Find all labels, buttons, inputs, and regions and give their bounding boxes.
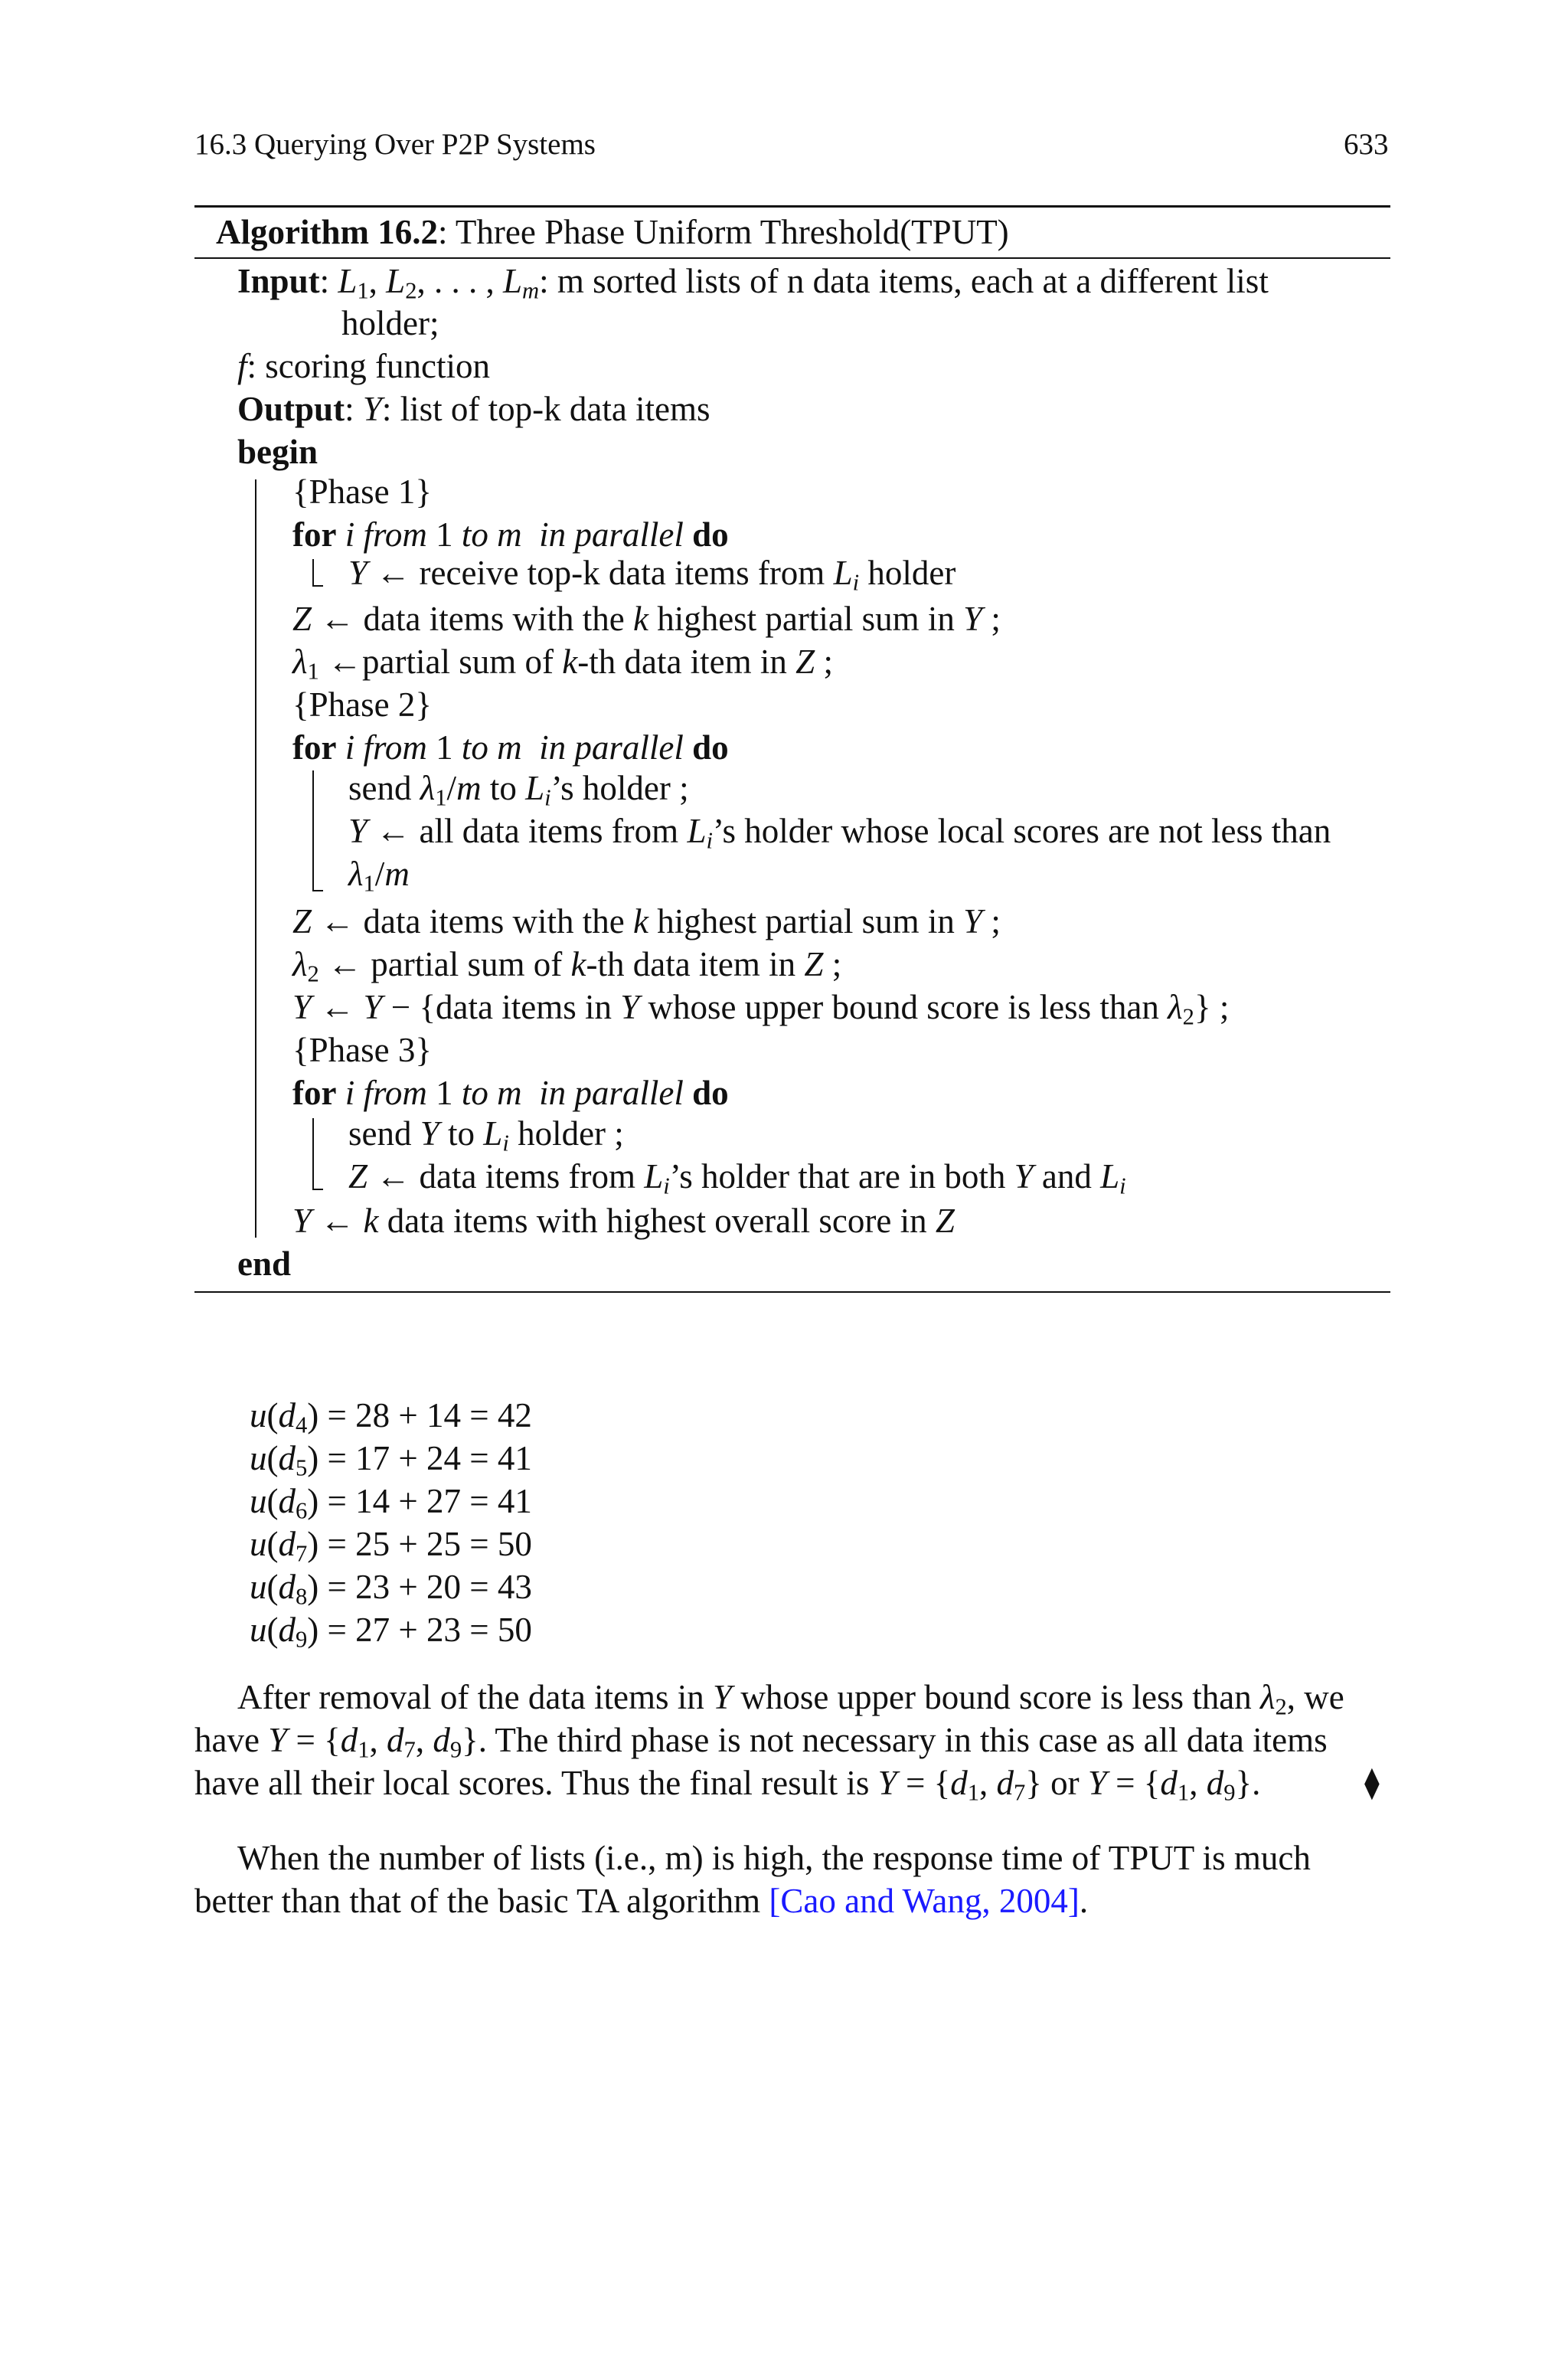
phase1-loop-tick	[312, 585, 323, 587]
algorithm-title: : Three Phase Uniform Threshold(TPUT)	[437, 213, 1009, 251]
p1-line3-a: have all their local scores. Thus the final result is	[194, 1764, 870, 1802]
page-number: 633	[1344, 128, 1389, 161]
phase1-receive: Y ← receive top-k data items from $L_i$ holder	[348, 554, 956, 596]
citation-link[interactable]: [Cao and Wang, 2004]	[769, 1882, 1080, 1920]
equation-row: $u(d_9) = 27 + 23 = 50$	[250, 1611, 532, 1653]
z-partial-tail-2: highest partial sum in	[657, 902, 955, 940]
phase1-comment: {Phase 1}	[292, 473, 432, 511]
equation-index: 6	[296, 1497, 308, 1524]
equation-index: 7	[296, 1540, 308, 1567]
phase3-send-to: to	[448, 1114, 475, 1153]
paragraph1-line1: After removal of the data items in Y whose upper bound score is less than $\lambda_2$, we	[237, 1678, 1344, 1720]
end-keyword: end	[237, 1245, 292, 1283]
phase3-send: send Y to $L_i$ holder ;	[348, 1114, 624, 1156]
equation-rhs: = 23 + 20 = 43	[327, 1568, 532, 1606]
equation-row: $u(d_4) = 28 + 14 = 42$	[250, 1396, 532, 1438]
paragraph2-line2: better than that of the basic TA algorithm [Cao and Wang, 2004].	[194, 1882, 1089, 1920]
p2-line2-text: better than that of the basic TA algorithm	[194, 1882, 761, 1920]
algorithm-block-line	[255, 479, 256, 1238]
equation-row: $u(d_7) = 25 + 25 = 50$	[250, 1525, 532, 1567]
output-text: : list of top-k data items	[381, 390, 710, 428]
algorithm-end	[237, 1247, 291, 1281]
equation-index: 4	[296, 1411, 308, 1438]
phase2-threshold: $\lambda_1/m$	[348, 855, 410, 897]
equation-rhs: = 25 + 25 = 50	[327, 1525, 532, 1563]
equation-row: $u(d_8) = 23 + 20 = 43$	[250, 1568, 532, 1610]
equation-index: 5	[296, 1454, 308, 1481]
input-text: m sorted lists of n data items, each at a different list	[557, 262, 1269, 300]
lambda2-text: partial sum of	[371, 945, 563, 983]
equation-rhs: = 14 + 27 = 41	[327, 1482, 532, 1520]
lambda1-text: partial sum of	[362, 643, 554, 681]
phase2-lambda2: $\lambda_2$ ← partial sum of k-th data item in Z ;	[292, 945, 842, 987]
equation-rhs: = 28 + 14 = 42	[327, 1396, 532, 1434]
y-minus-tail: whose upper bound score is less than	[648, 988, 1159, 1026]
z-partial-tail: highest partial sum in	[657, 600, 955, 638]
phase2-loop-tick	[312, 890, 323, 891]
lambda1-tail: -th data item in	[577, 643, 787, 681]
equation-rhs: = 27 + 23 = 50	[327, 1611, 532, 1649]
phase1-receive-tail: holder	[867, 554, 956, 592]
phase1-z: Z ← data items with the k highest partial sum in Y ;	[292, 600, 1001, 638]
final-y: Y ← k data items with highest overall score in Z	[292, 1202, 955, 1240]
phase1-loop-line	[312, 559, 314, 587]
algorithm-bottom-rule	[194, 1291, 1390, 1293]
phase3-send-text: send	[348, 1114, 412, 1153]
scoring-function-text: : scoring function	[247, 347, 490, 385]
z-partial-text-2: data items with the	[363, 902, 625, 940]
final-text: data items with highest overall score in	[387, 1202, 927, 1240]
equation-rhs: = 17 + 24 = 41	[327, 1439, 532, 1477]
phase1-for: for i from 1 to m in parallel do	[292, 515, 729, 554]
phase2-send-to: to	[489, 769, 517, 807]
phase3-loop-line	[312, 1118, 314, 1190]
algorithm-input: Input: $L_1$, $L_2$, . . . , $L_m$: m sorted lists of n data items, each at a different list	[237, 262, 1269, 304]
algorithm-top-rule	[194, 205, 1390, 208]
running-header-section: 16.3 Querying Over P2P Systems	[194, 128, 596, 161]
phase3-z-and: and	[1041, 1157, 1092, 1196]
paragraph2-line1: When the number of lists (i.e., m) is high, the response time of TPUT is much	[237, 1839, 1311, 1877]
phase3-for: for i from 1 to m in parallel do	[292, 1074, 729, 1112]
equation-index: 9	[296, 1626, 308, 1653]
phase2-all-tail: ’s holder whose local scores are not less than	[712, 812, 1331, 850]
p1-line2-a: have	[194, 1721, 260, 1759]
algorithm-output: Output: Y: list of top-k data items	[237, 390, 710, 428]
end-of-example-diamond-icon: ⧫	[1364, 1765, 1380, 1800]
algorithm-caption	[216, 215, 1009, 250]
phase2-comment: {Phase 2}	[292, 685, 432, 724]
equation-index: 8	[296, 1583, 308, 1610]
algorithm-input-continued: holder;	[341, 304, 439, 342]
phase3-loop-tick	[312, 1189, 323, 1190]
algorithm-label: Algorithm 16.2	[216, 213, 438, 251]
p1-line1-c: , we	[1286, 1678, 1344, 1716]
equation-row: $u(d_5) = 17 + 24 = 41$	[250, 1439, 532, 1481]
phase3-comment: {Phase 3}	[292, 1031, 432, 1069]
p1-line2-b: . The third phase is not necessary in this case as all data items	[478, 1721, 1328, 1759]
equation-row: $u(d_6) = 14 + 27 = 41$	[250, 1482, 532, 1524]
phase3-z-text: data items from	[419, 1157, 635, 1196]
algorithm-begin	[237, 435, 318, 469]
phase2-z: Z ← data items with the k highest partial sum in Y ;	[292, 902, 1001, 940]
phase3-z-mid: ’s holder that are in both	[669, 1157, 1006, 1196]
p1-line3-or: or	[1050, 1764, 1080, 1802]
p1-line1-b: whose upper bound score is less than	[740, 1678, 1252, 1716]
lambda2-tail: -th data item in	[586, 945, 796, 983]
phase2-for: for i from 1 to m in parallel do	[292, 728, 729, 767]
phase2-y-update: Y ← Y − {data items in Y whose upper bound score is less than $\lambda_2$} ;	[292, 988, 1230, 1030]
phase1-lambda1: $\lambda_1$ ←partial sum of k-th data item in Z ;	[292, 643, 833, 685]
phase2-loop-line	[312, 770, 314, 891]
paragraph1-line2: have $Y = \{d_1$, $d_7$, $d_9$}. The third phase is not necessary in this case as all data items	[194, 1721, 1328, 1763]
phase1-receive-text: receive top-k data items from	[419, 554, 825, 592]
output-keyword: Output	[237, 390, 345, 428]
p1-line1-a: After removal of the data items in	[237, 1678, 704, 1716]
phase3-send-tail: holder ;	[518, 1114, 624, 1153]
phase2-send-tail: ’s holder ;	[550, 769, 689, 807]
paragraph1-line3: have all their local scores. Thus the final result is $Y = \{d_1$, $d_7$} or $Y = \{d_1$, $d_9$}.	[194, 1764, 1261, 1806]
begin-keyword: begin	[237, 433, 318, 471]
phase2-receive: Y ← all data items from $L_i’s$ holder whose local scores are not less than	[348, 812, 1331, 854]
input-keyword: Input	[237, 262, 320, 300]
phase3-z: Z ← data items from $L_i’s$ holder that are in both Y and $L_i$	[348, 1157, 1126, 1199]
phase2-all-text: all data items from	[419, 812, 679, 850]
y-minus-text: data items in	[436, 988, 612, 1026]
algorithm-scoring-function: f: scoring function	[237, 347, 490, 385]
phase2-send: send $\lambda_1/m$ to $L_i’s$ holder ;	[348, 769, 689, 811]
algorithm-title-rule	[194, 257, 1390, 259]
z-partial-text: data items with the	[363, 600, 625, 638]
